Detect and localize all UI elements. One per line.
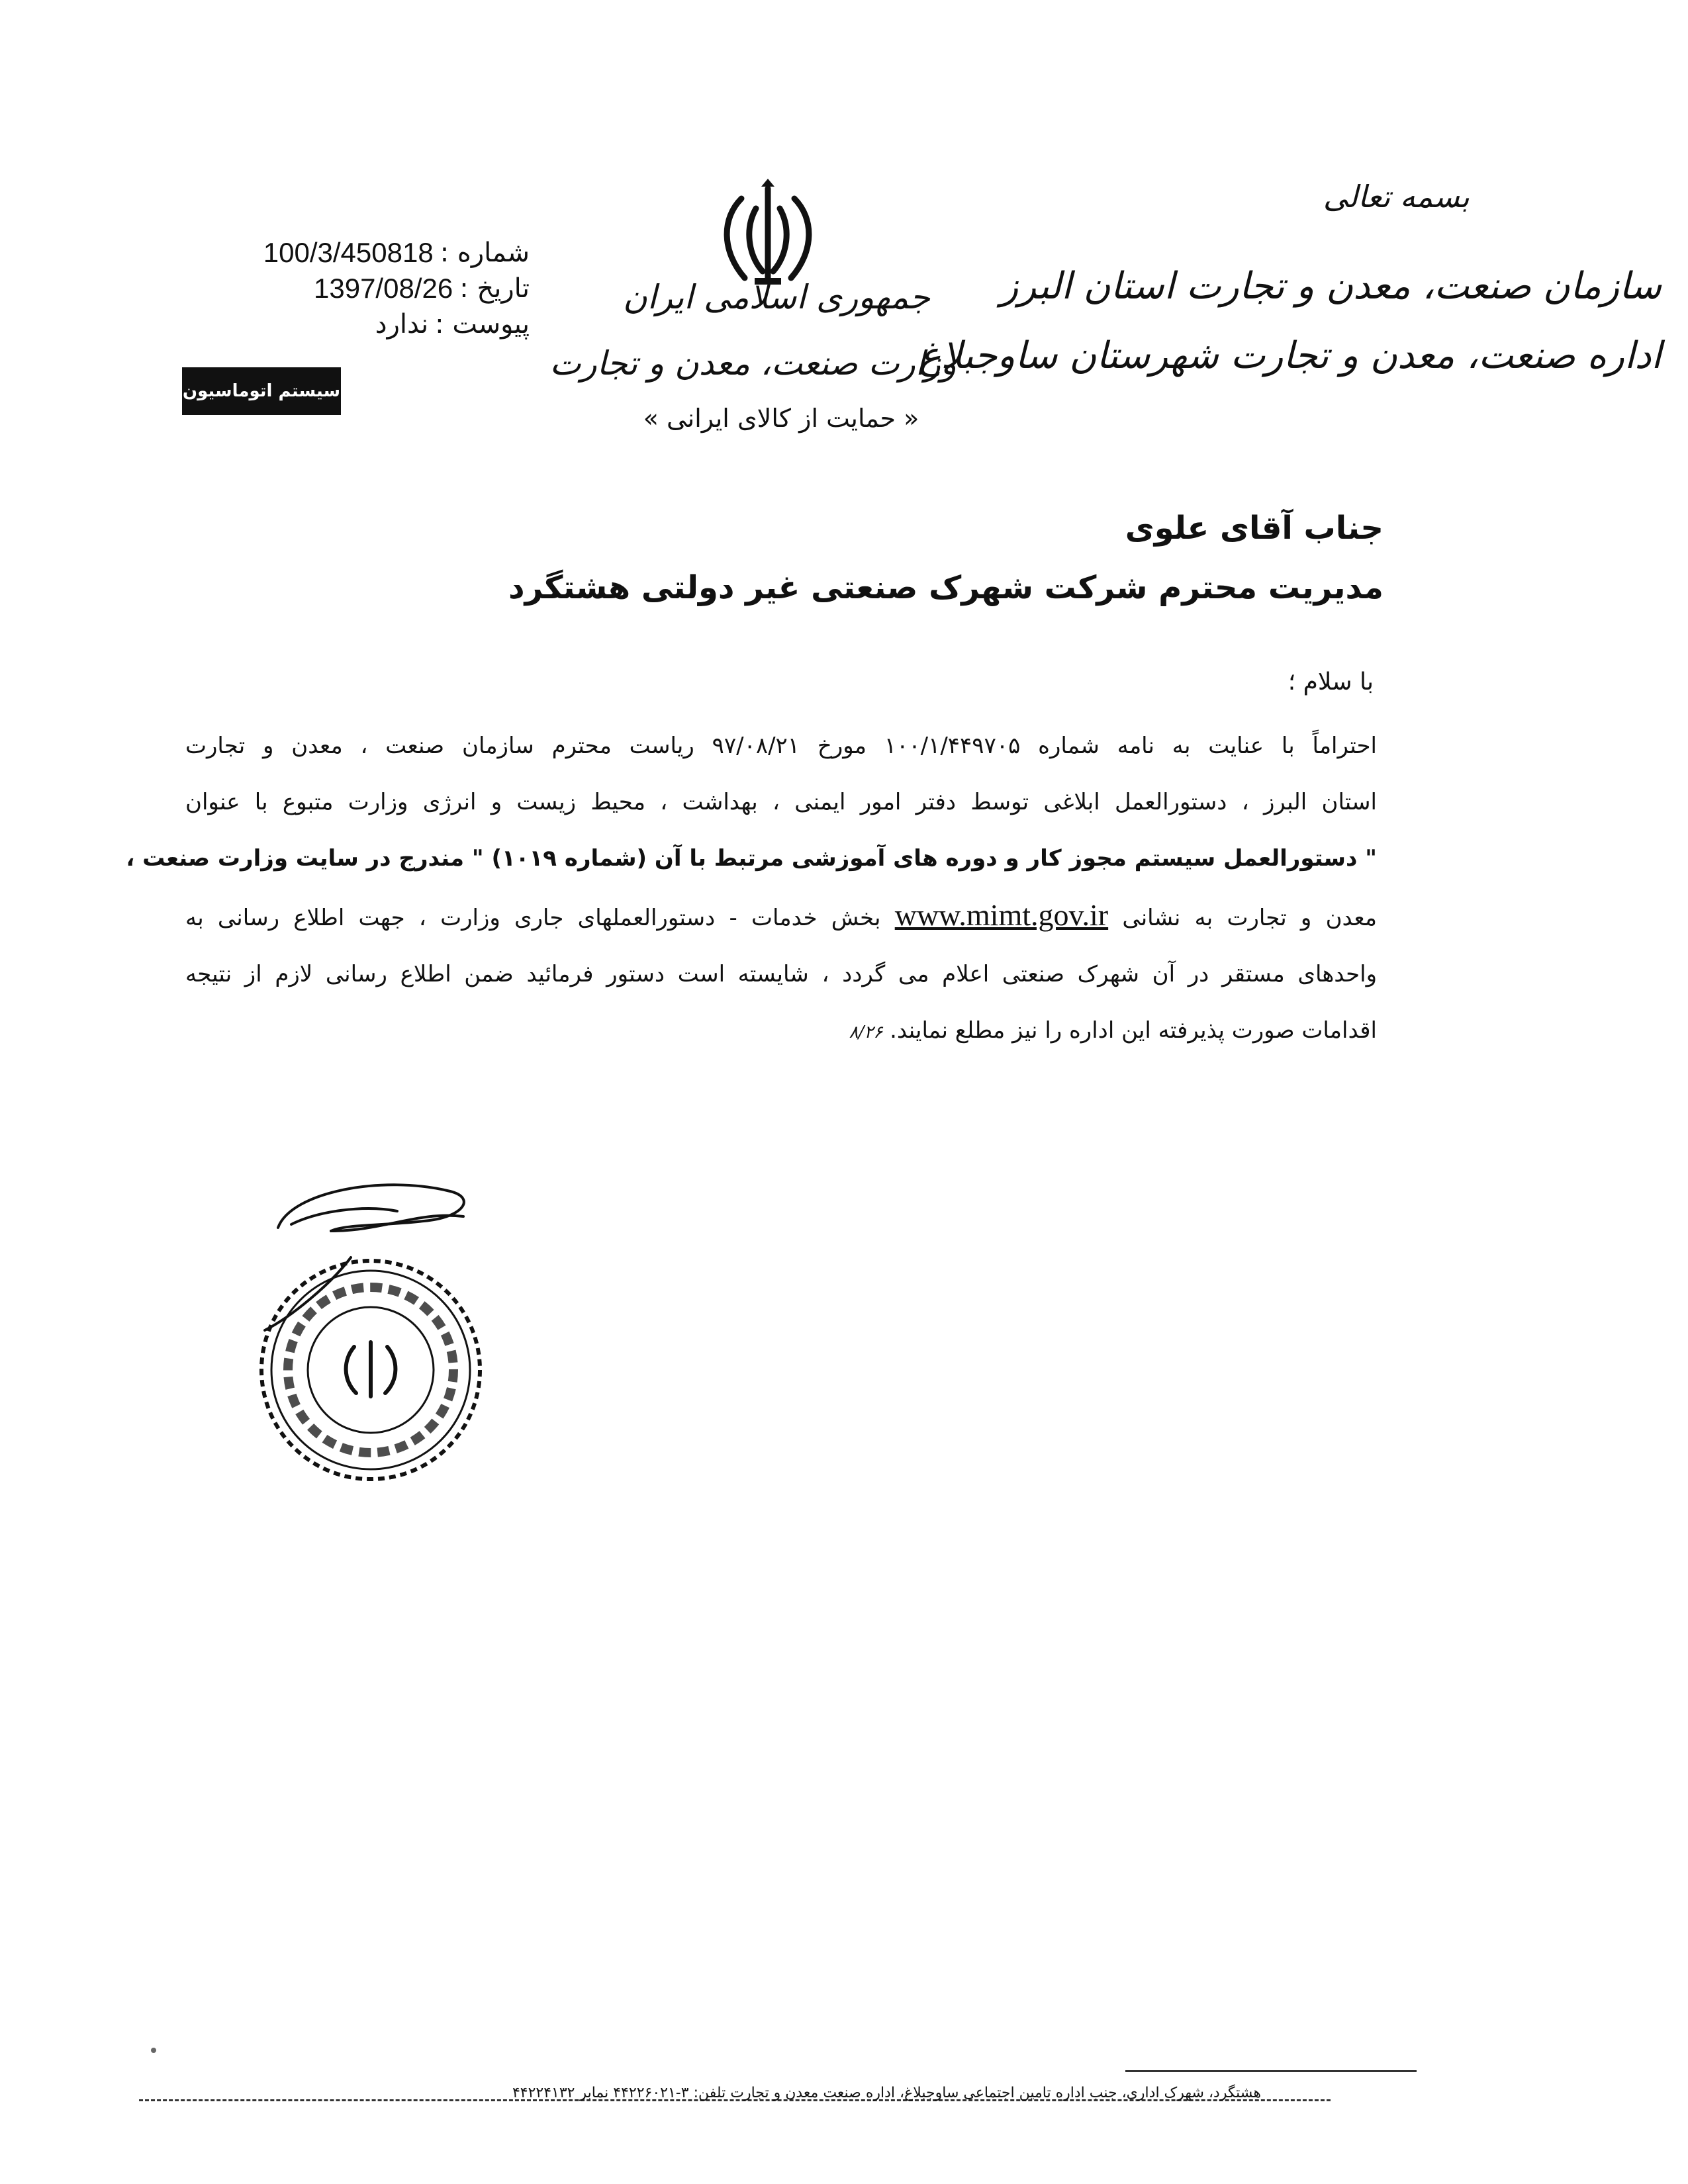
department-name: اداره صنعت، معدن و تجارت شهرستان ساوجبلاغ <box>919 334 1662 377</box>
letter-attachment-value: ندارد <box>375 309 429 340</box>
letter-number-row <box>185 235 530 271</box>
body-text: اقدامات صورت پذیرفته این اداره را نیز مطلع نمایند. <box>890 1017 1377 1044</box>
letter-date-value: 1397/08/26 <box>314 273 453 304</box>
body-line: استان البرز ، دستورالعمل ابلاغی توسط دفتر امور ایمنی ، بهداشت ، محیط زیست و انرژی وزارت متبوع با عنوان <box>185 789 1377 815</box>
ministry-website-link[interactable]: www.mimt.gov.ir <box>894 898 1109 932</box>
country-name: جمهوری اسلامی ایران <box>623 278 930 316</box>
bismillah-heading: بسمه تعالی <box>1323 179 1470 214</box>
recipient-name: جناب آقای علوی <box>1125 510 1383 547</box>
letter-body <box>126 718 1378 1061</box>
letter-attachment-label: پیوست : <box>435 309 530 340</box>
body-line: واحدهای مستقر در آن شهرک صنعتی اعلام می گردد ، شایسته است دستور فرمائید ضمن اطلاع رسانی لازم از نتیجه <box>185 961 1377 987</box>
slogan: « حمایت از کالای ایرانی » <box>643 404 919 433</box>
scan-mark <box>151 2048 156 2053</box>
handwritten-date: ۸/۲۶ <box>849 1023 883 1042</box>
footer-divider <box>1125 2070 1417 2072</box>
recipient-title: مدیریت محترم شرکت شهرک صنعتی غیر دولتی هشتگرد <box>508 569 1383 606</box>
letter-metadata <box>185 235 530 342</box>
letter-number-value: 100/3/450818 <box>263 237 434 268</box>
ministry-name: وزارت صنعت، معدن و تجارت <box>549 344 957 383</box>
body-line <box>185 1003 1377 1061</box>
body-line: احتراماً با عنایت به نامه شماره ۱۰۰/۱/۴۴۹۷۰۵ مورخ ۹۷/۰۸/۲۱ ریاست محترم سازمان صنعت ، معدن و تجارت <box>185 733 1377 759</box>
body-text: معدن و تجارت به نشانی <box>1122 905 1378 931</box>
organization-name: سازمان صنعت، معدن و تجارت استان البرز <box>1000 265 1662 308</box>
letter-date-label: تاریخ : <box>459 273 530 304</box>
body-line <box>185 887 1377 946</box>
body-line: " دستورالعمل سیستم مجوز کار و دوره های آموزشی مرتبط با آن (شماره ۱۰۱۹) " مندرج در سایت وزارت صنعت ، <box>126 845 1377 872</box>
greeting: با سلام ؛ <box>1288 668 1374 696</box>
letter-attachment-row <box>185 306 530 342</box>
official-seal-icon <box>245 1244 496 1496</box>
letter-date-row <box>185 271 530 306</box>
letter-number-label: شماره : <box>440 238 530 268</box>
body-text: بخش خدمات - دستورالعملهای جاری وزارت ، جهت اطلاع رسانی به <box>185 905 881 931</box>
automation-system-badge: سیستم اتوماسیون <box>182 367 341 415</box>
footer-address: هشتگرد، شهرک اداری، جنب اداره تامین اجتماعی ساوجبلاغ، اداره صنعت معدن و تجارت تلفن: ۳-۴۴۲۲۶۰۲۱ نمابر ۴۴۲۲۴۱۳۲ <box>512 2085 1261 2101</box>
iran-emblem-icon <box>715 179 821 291</box>
